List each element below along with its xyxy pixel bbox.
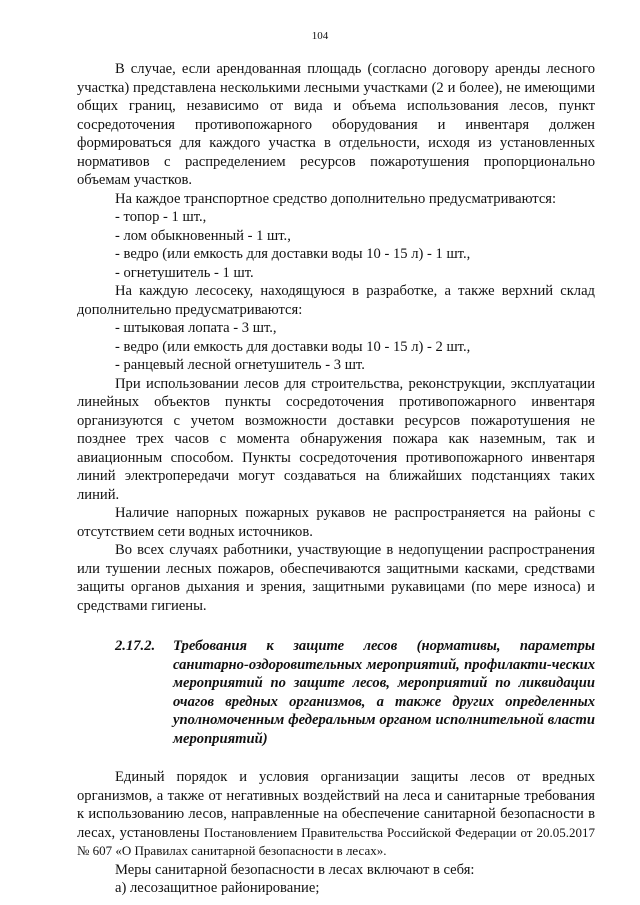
list-item-extinguisher: - огнетушитель - 1 шт.	[115, 264, 254, 281]
section-number: 2.17.2.	[115, 638, 156, 654]
section-title: Требования к защите лесов (нормативы, параметры санитарно-оздоровительных мероприятий, профилакти-ческих мероприятий по защите лесов, мероприятий по ликвидации очагов вредных организмов, а также других определенных уполномоченным федеральным органом исполнительной власти мероприятий)	[173, 638, 595, 747]
paragraph-unified-order	[77, 768, 595, 861]
list-item-crowbar: - лом обыкновенный - 1 шт.,	[115, 227, 291, 244]
page-number: 104	[311, 30, 329, 42]
paragraph-linear-objects: При использовании лесов для строительства, реконструкции, эксплуатации линейных объектов пункты сосредоточения противопожарного инвентаря организуются с учетом возможности доставки ресурсов пожаротушения не позднее трех часов с момента обнаружения пожара как наземным, так и авиационным способом. Пункты сосредоточения противопожарного инвентаря линий электропередачи могут создаваться на ближайших подстанциях таких линий.	[77, 375, 595, 503]
document-body	[77, 60, 595, 898]
list-item-shovel: - штыковая лопата - 3 шт.,	[115, 320, 277, 336]
paragraph-sanitary-measures: Меры санитарной безопасности в лесах включают в себя:	[115, 861, 475, 878]
paragraph-unified-order-text: Единый порядок и условия организации защиты лесов от вредных организмов, а также от негативных воздействий на леса и санитарные требования к использованию лесов, направленные на обеспечение санитарной безопасности в лесах, установлены	[77, 769, 595, 841]
paragraph-leased-area: В случае, если арендованная площадь (согласно договору аренды лесного участка) представлена несколькими лесными участками (2 и более), не имеющими общих границ, независимо от вида и объема использования лесов, пункт сосредоточения противопожарного оборудования и инвентаря должен формироваться для каждого участка в отдельности, исходя из установленных нормативов с распределением ресурсов пожаротушения пропорционально объемам участков.	[77, 61, 595, 188]
list-item-bucket-2: - ведро (или емкость для доставки воды 10 - 15 л) - 2 шт.,	[115, 338, 471, 355]
list-item-backpack-extinguisher: - ранцевый лесной огнетушитель - 3 шт.	[115, 357, 365, 373]
list-item-zoning: а) лесозащитное районирование;	[115, 880, 320, 896]
decree-reference: Постановлением Правительства Российской Федерации от 20.05.2017 № 607 «О Правилах санитарной безопасности в лесах».	[77, 824, 595, 858]
paragraph-cutting-area-intro: На каждую лесосеку, находящуюся в разработке, а также верхний склад дополнительно предусматриваются:	[77, 283, 595, 318]
list-item-axe: - топор - 1 шт.,	[115, 209, 207, 225]
list-item-bucket: - ведро (или емкость для доставки воды 10 - 15 л) - 1 шт.,	[115, 246, 471, 262]
paragraph-protective-equipment: Во всех случаях работники, участвующие в недопущении распространения или тушении лесных пожаров, обеспечиваются защитными касками, средствами защиты органов дыхания и зрения, защитными рукавицами (по мере износа) и средствами гигиены.	[77, 542, 595, 614]
section-heading	[77, 637, 595, 748]
paragraph-fire-hoses: Наличие напорных пожарных рукавов не распространяется на районы с отсутствием сети водных источников.	[77, 505, 595, 540]
paragraph-vehicle-intro: На каждое транспортное средство дополнительно предусматриваются:	[115, 190, 557, 207]
